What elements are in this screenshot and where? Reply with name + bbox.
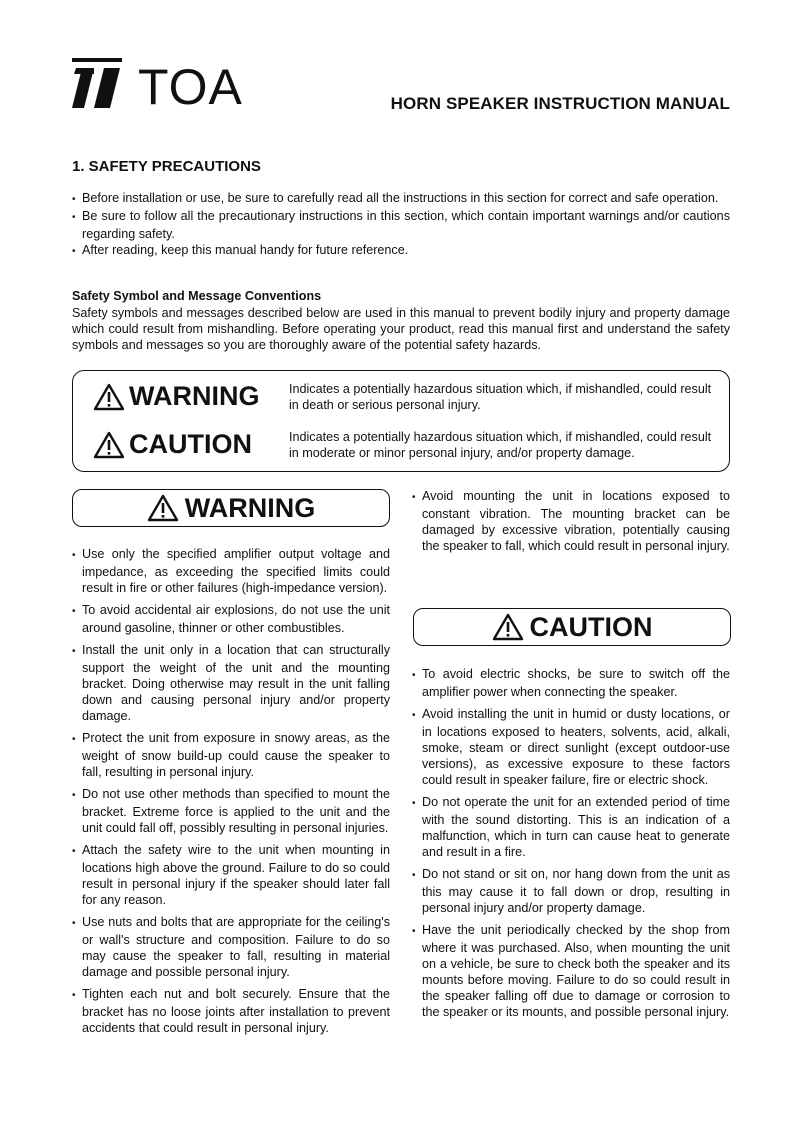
conventions-heading: Safety Symbol and Message Conventions — [72, 289, 322, 303]
caution-description: Indicates a potentially hazardous situation which, if mishandled, could result in moderate or minor personal injury, and/or property damage. — [289, 430, 712, 460]
brand-name: TOA — [138, 59, 243, 115]
conventions-box — [72, 370, 730, 472]
warning-list-continued — [412, 488, 730, 560]
warning-list — [72, 546, 390, 1042]
document-title: HORN SPEAKER INSTRUCTION MANUAL — [390, 94, 730, 113]
warning-triangle-icon — [147, 494, 179, 522]
warning-item: • Do not use other methods than specified to mount the bracket. Extreme force is applied to the unit and the unit could fall off, possibly resulting in personal injuries. — [72, 786, 390, 836]
intro-bullet: • Before installation or use, be sure to carefully read all the instructions in this section for correct and safe operation. — [72, 190, 730, 208]
caution-item: • Do not stand or sit on, nor hang down from the unit as this may cause it to fall down or drop, resulting in personal injury and/or property damage. — [412, 866, 730, 916]
caution-item: • Have the unit periodically checked by the shop from where it was purchased. Also, when mounting the unit on a vehicle, be sure to check both the speaker and its mounts before moving. Failure to do so could result in the speaker falling off due to damage or corrosion to the speaker or its mounts, and possible personal injury. — [412, 922, 730, 1020]
caution-list — [412, 666, 730, 1026]
intro-bullets — [72, 190, 730, 260]
caution-item: • Avoid installing the unit in humid or dusty locations, or in locations exposed to heaters, solvents, acid, alkali, smoke, steam or direct sunlight (except outdoor-use versions), as excessive exposure to these factors could result in speaker failure, fire or electric shock. — [412, 706, 730, 788]
warning-description: Indicates a potentially hazardous situation which, if mishandled, could result in death or serious personal injury. — [289, 382, 712, 412]
caution-heading-box — [413, 608, 731, 646]
conventions-caution-label — [93, 429, 252, 460]
caution-triangle-icon — [492, 613, 524, 641]
section-title: 1. SAFETY PRECAUTIONS — [72, 158, 261, 175]
caution-triangle-icon — [93, 431, 125, 459]
conventions-warning-label — [93, 381, 260, 412]
toa-logo-mark-icon — [72, 58, 132, 112]
warning-item: • Use nuts and bolts that are appropriate for the ceiling's or wall's structure and composition. Failure to do so may cause the speaker to fall, resulting in material damage and possible personal injury. — [72, 914, 390, 980]
warning-heading-box — [72, 489, 390, 527]
warning-item: • Attach the safety wire to the unit when mounting in locations high above the ground. Failure to do so could result in personal injury if the speaker should later fall for any reason. — [72, 842, 390, 908]
warning-item: • To avoid accidental air explosions, do not use the unit around gasoline, thinner or other combustibles. — [72, 602, 390, 636]
conventions-text: Safety symbols and messages described below are used in this manual to prevent bodily injury and property damage which could result from mishandling. Before operating your product, read this manual first and understand the safety symbols and messages so you are thoroughly aware of the potential safety hazards. — [72, 306, 730, 352]
intro-bullet: • Be sure to follow all the precautionary instructions in this section, which contain important warnings and/or cautions regarding safety. — [72, 208, 730, 242]
warning-item: • Install the unit only in a location that can structurally support the weight of the unit and the mounting bracket. Doing otherwise may result in the unit falling down and causing personal injury and/or property damage. — [72, 642, 390, 724]
warning-item: • Protect the unit from exposure in snowy areas, as the weight of snow build-up could cause the speaker to fall, resulting in personal injury. — [72, 730, 390, 780]
warning-item: • Use only the specified amplifier output voltage and impedance, as exceeding the specified limits could result in fire or other failures (high-impedance version). — [72, 546, 390, 596]
intro-bullet: • After reading, keep this manual handy for future reference. — [72, 242, 730, 260]
toa-logo — [72, 58, 252, 115]
warning-triangle-icon — [93, 383, 125, 411]
caution-label-text: CAUTION — [129, 429, 252, 459]
caution-item: • To avoid electric shocks, be sure to switch off the amplifier power when connecting the speaker. — [412, 666, 730, 700]
caution-item: • Do not operate the unit for an extended period of time with the sound distorting. This is an indication of a malfunction, which in turn can cause heat to generate and result in a fire. — [412, 794, 730, 860]
warning-label-text: WARNING — [129, 381, 260, 411]
warning-heading: WARNING — [184, 492, 316, 523]
caution-heading: CAUTION — [529, 611, 653, 642]
warning-item: • Tighten each nut and bolt securely. Ensure that the bracket has no loose joints after installation to prevent accidents that could result in personal injury. — [72, 986, 390, 1036]
warning-item: • Avoid mounting the unit in locations exposed to constant vibration. The mounting bracket can be damaged by excessive vibration, potentially causing the speaker to fall, which could result in personal injury. — [412, 488, 730, 554]
